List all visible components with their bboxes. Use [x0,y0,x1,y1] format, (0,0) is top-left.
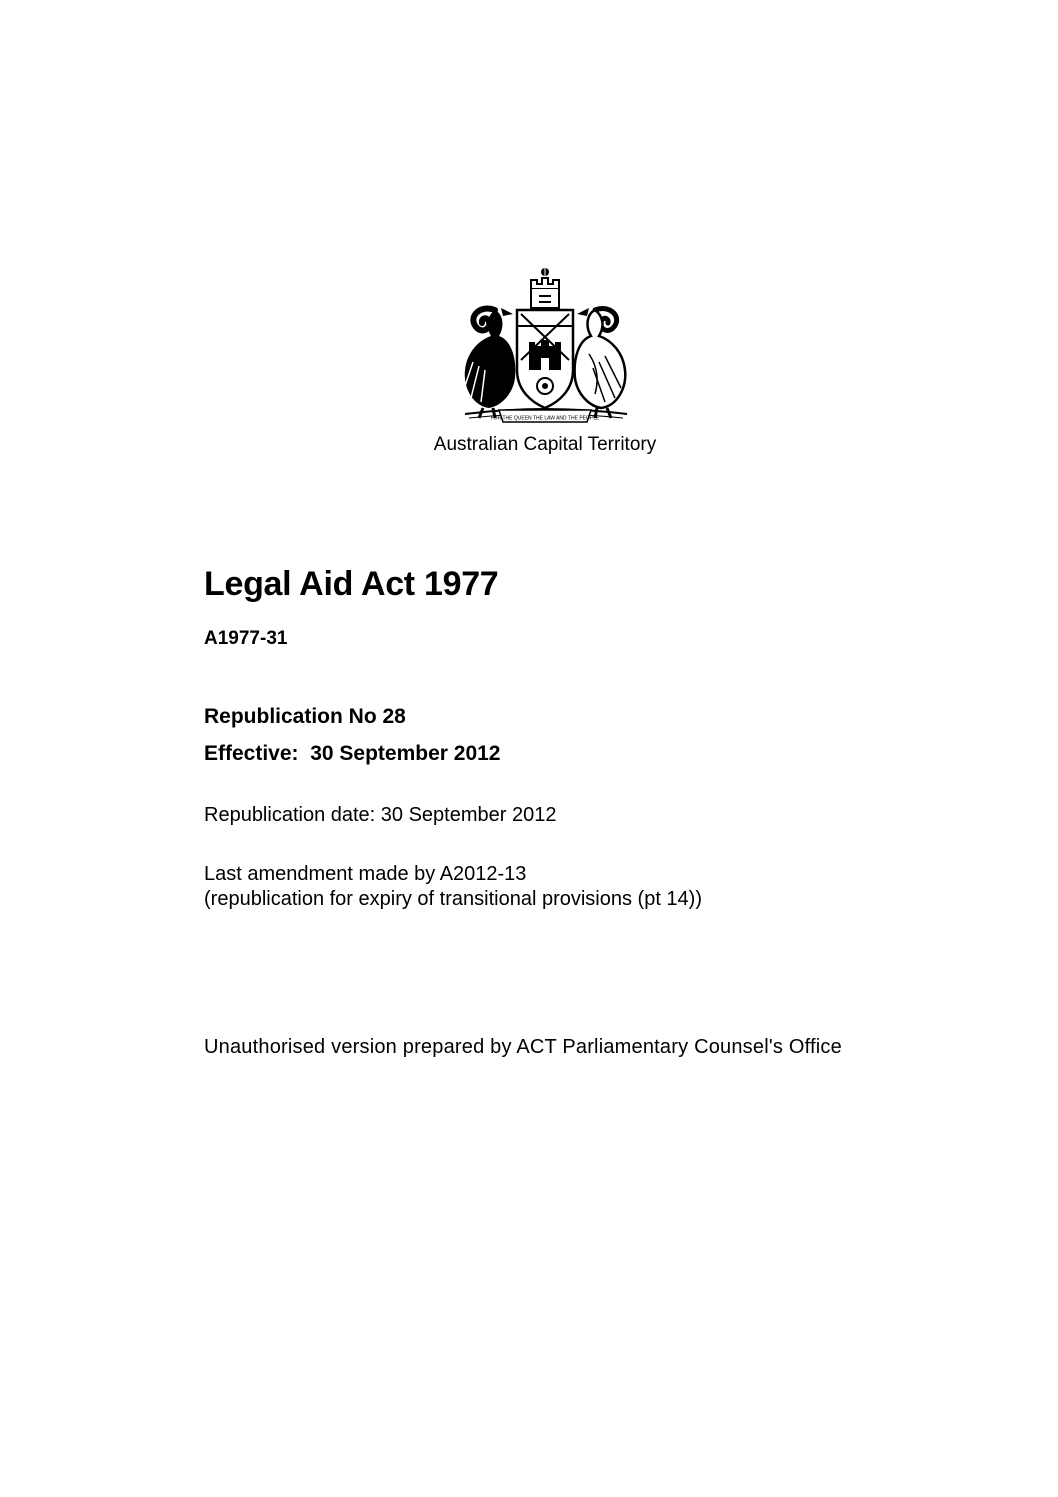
republication-number: Republication No 28 [204,705,406,728]
unauthorised-version-note: Unauthorised version prepared by ACT Parliamentary Counsel's Office [204,1036,842,1058]
act-title: Legal Aid Act 1977 [204,565,499,603]
crest-motto: FOR THE QUEEN THE LAW AND THE PEOPLE [490,415,600,422]
republication-date: Republication date: 30 September 2012 [204,804,557,826]
amendment-line-2: (republication for expiry of transitional provisions (pt 14)) [204,888,702,910]
effective-date: Effective: 30 September 2012 [204,742,501,765]
act-coat-of-arms-icon [455,266,635,428]
amendment-line-1: Last amendment made by A2012-13 [204,863,527,885]
territory-name: Australian Capital Territory [433,434,657,455]
amendment-note [204,862,702,912]
act-number: A1977-31 [204,628,288,649]
